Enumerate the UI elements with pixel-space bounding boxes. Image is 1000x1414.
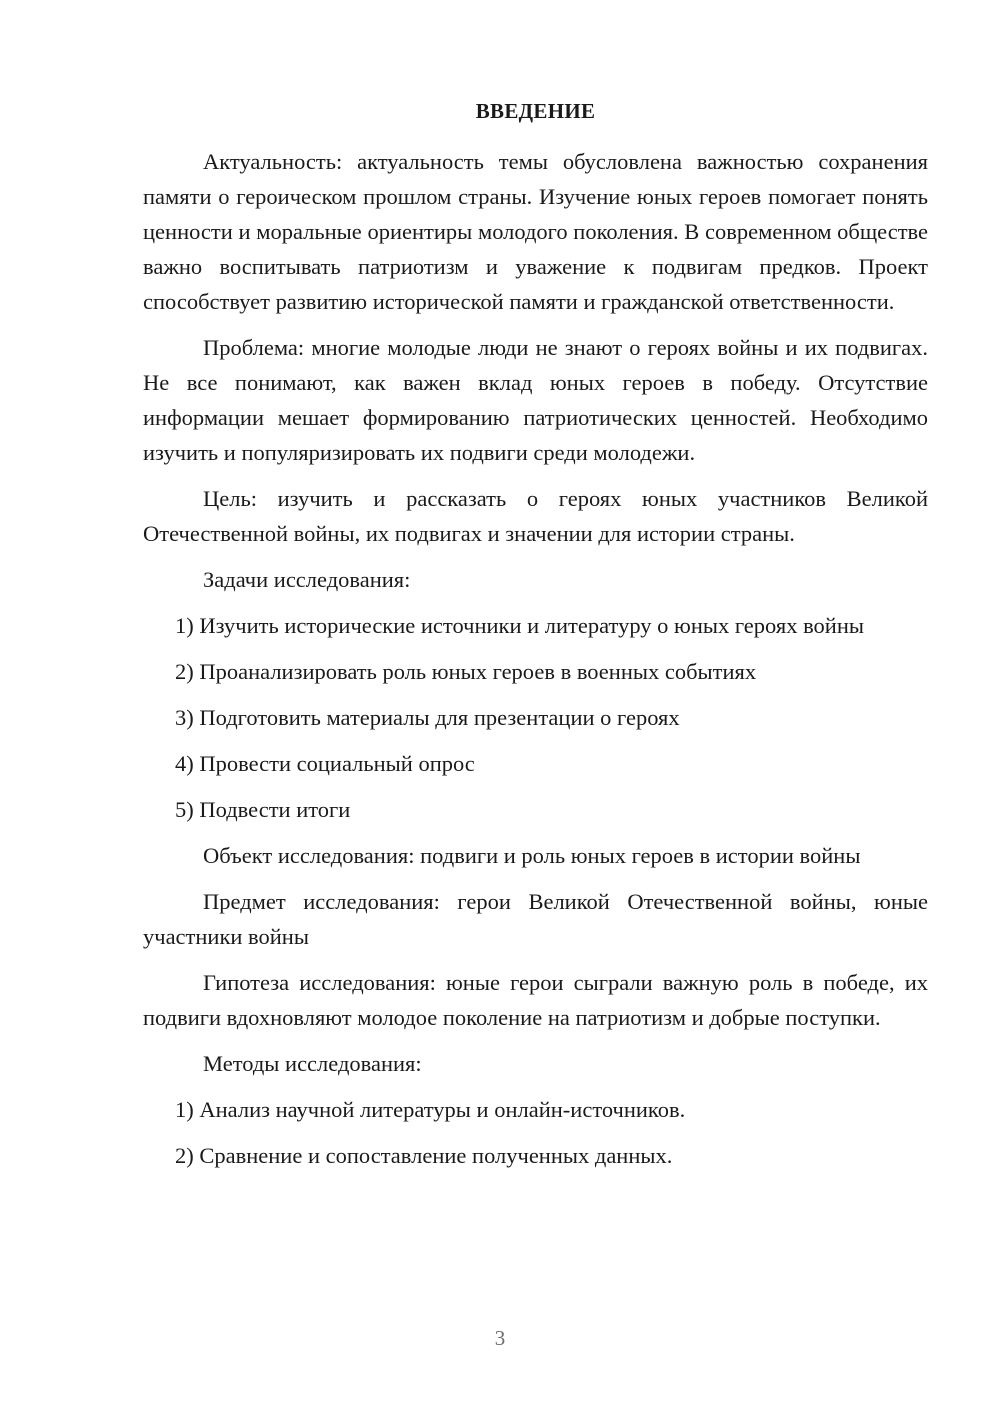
task-item: 5) Подвести итоги <box>175 797 351 822</box>
object-paragraph: Объект исследования: подвиги и роль юных героев в истории войны <box>203 843 861 868</box>
section-title: ВВЕДЕНИЕ <box>475 99 596 123</box>
page-number: 3 <box>494 1326 506 1350</box>
hypothesis-paragraph: Гипотеза исследования: юные герои сыграли важную роль в победе, их подвиги вдохновляют молодое поколение на патриотизм и добрые поступки. <box>143 970 928 1030</box>
document-page <box>143 96 928 1184</box>
method-item: 2) Сравнение и сопоставление полученных данных. <box>175 1143 673 1168</box>
task-item: 3) Подготовить материалы для презентации о героях <box>175 705 680 730</box>
methods-heading: Методы исследования: <box>203 1051 422 1076</box>
task-item: 1) Изучить исторические источники и литературу о юных героях войны <box>175 613 864 638</box>
goal-paragraph: Цель: изучить и рассказать о героях юных участников Великой Отечественной войны, их подвигах и значении для истории страны. <box>143 486 928 546</box>
task-item: 4) Провести социальный опрос <box>175 751 475 776</box>
relevance-paragraph: Актуальность: актуальность темы обусловлена важностью сохранения памяти о героическом прошлом страны. Изучение юных героев помогает понять ценности и моральные ориентиры молодого поколения. В современном обществе важно воспитывать патриотизм и уважение к подвигам предков. Проект способствует развитию исторической памяти и гражданской ответственности. <box>143 149 928 314</box>
task-item: 2) Проанализировать роль юных героев в военных событиях <box>175 659 757 684</box>
subject-paragraph: Предмет исследования: герои Великой Отечественной войны, юные участники войны <box>143 889 928 949</box>
method-item: 1) Анализ научной литературы и онлайн-источников. <box>175 1097 686 1122</box>
problem-paragraph: Проблема: многие молодые люди не знают о героях войны и их подвигах. Не все понимают, как важен вклад юных героев в победу. Отсутствие информации мешает формированию патриотических ценностей. Необходимо изучить и популяризировать их подвиги среди молодежи. <box>143 335 928 465</box>
tasks-heading: Задачи исследования: <box>203 567 411 592</box>
